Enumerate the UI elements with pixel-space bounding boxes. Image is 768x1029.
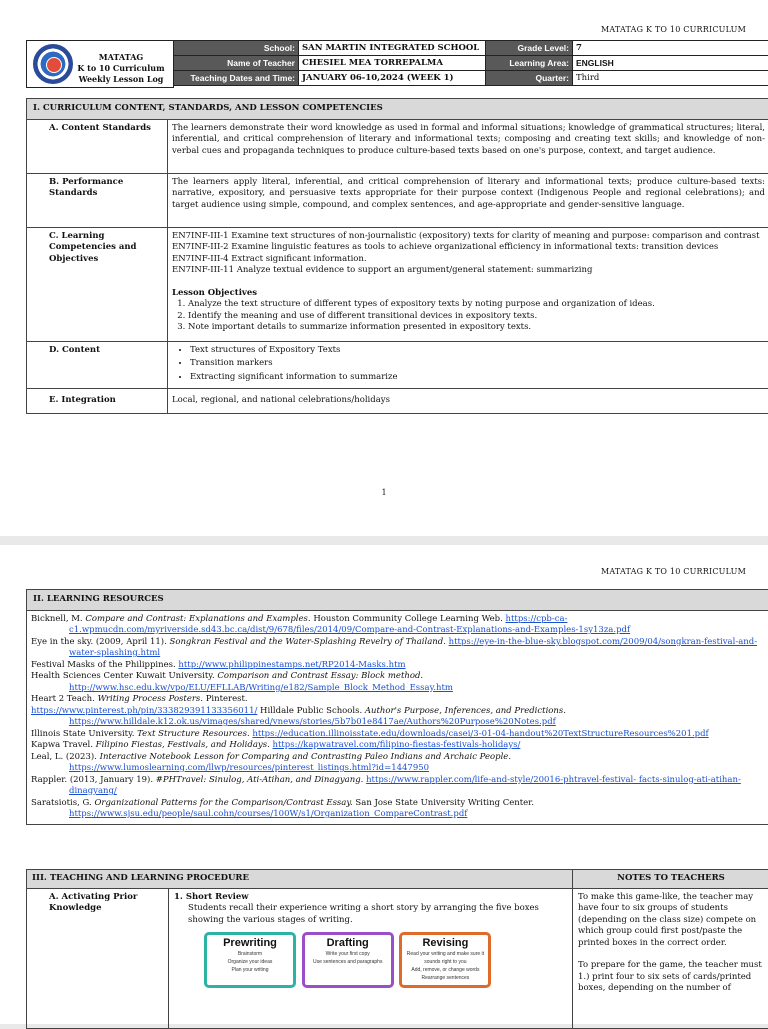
quarter-value: Third [573,71,768,86]
competency-line: EN7INF-III-2 Examine linguistic features as tools to achieve organizational efficiency in informational texts: transition devices [172,242,765,254]
card-line: Add, remove, or change words [402,966,488,974]
reference-item: Health Sciences Center Kuwait University. Comparison and Contrast Essay: Block method. http://www.hsc.edu.kw/vpo/ELU/EFLLAB/Writing/e182/Sample_Block_Method_Essay.htm [31,671,765,694]
content-item: • Text structures of Expository Texts [190,345,765,357]
reference-link[interactable]: https://www.pinterest.ph/pin/333829391133356011/ [31,706,257,716]
content-item: • Extracting significant information to summarize [190,372,765,384]
card-title: Drafting [305,938,391,950]
competency-line: EN7INF-III-1 Examine text structures of non-journalistic (expository) texts for clarity of meaning and purpose: comparison and contrast [172,231,765,243]
grade-value: 7 [573,41,768,56]
competency-line: EN7INF-III-4 Extract significant information. [172,254,765,266]
reference-link[interactable]: https://cpb-ca-c1.wpmucdn.com/myriverside.sd43.bc.ca/dist/9/678/files/2014/09/Compare-and-Contrast-Explanations-and-Examples-1sy13za.pdf [69,614,630,636]
card-line: Read your writing and make sure it sounds right to you [402,950,488,966]
performance-standards-text: The learners apply literal, inferential, and critical comprehension of literary and informational texts; produce culture-based texts: narrative, expository, and persuasive texts appropriate for their purpose context (Indigenous People and regional celebrations); and target audience using simple, compound, and complex sentences, and age-appropriate and gender-sensitive language. [168,173,768,227]
competency-line: EN7INF-III-11 Analyze textual evidence to support an argument/general statement: summarizing [172,265,765,277]
short-review-text: Students recall their experience writing a short story by arranging the five boxes showing the various stages of writing. [174,903,567,926]
drafting-card[interactable] [302,932,394,988]
reference-item: Festival Masks of the Philippines. http://www.philippinestamps.net/RP2014-Masks.htm [31,660,765,672]
card-line: Rearrange sentences [402,974,488,982]
card-title: Revising [402,938,488,950]
reference-link[interactable]: http://www.philippinestamps.net/RP2014-Masks.htm [178,660,405,670]
competencies-cell [168,227,768,341]
integration-label: E. Integration [27,389,168,414]
notes-text: To make this game-like, the teacher may have four to six groups of students (depending on the class size) compete on which group could first post/paste the printed boxes in the correct order. [578,892,764,950]
curriculum-header: MATATAG K TO 10 CURRICULUM [601,25,746,34]
reference-item: https://www.pinterest.ph/pin/333829391133356011/ Hilldale Public Schools. Author's Purpose, Inferences, and Predictions. https://www.hilldale.k12.ok.us/vimages/shared/vnews/stories/5b7b01e8417ae/Authors%20Purpose%20Notes.pdf [31,706,765,729]
integration-text: Local, regional, and national celebrations/holidays [168,389,768,414]
school-value: SAN MARTIN INTEGRATED SCHOOL [299,41,486,56]
content-label: D. Content [27,341,168,389]
reference-item: Eye in the sky. (2009, April 11). Songkran Festival and the Water-Splashing Revelry of Thailand. https://eye-in-the-blue-sky.blogspot.com/2009/04/songkran-festival-and-water-splashing.html [31,637,765,660]
page-2 [0,545,768,1024]
info-table [173,40,768,86]
activating-label: A. Activating Prior Knowledge [27,888,169,1028]
short-review-title: 1. Short Review [174,892,567,904]
reference-item: Bicknell, M. Compare and Contrast: Explanations and Examples. Houston Community College Learning Web. https://cpb-ca-c1.wpmucdn.com/myriverside.sd43.bc.ca/dist/9/678/files/2014/09/Compare-and-Contrast-Explanations-and-Examples-1sy13za.pdf [31,614,765,637]
reference-link[interactable]: https://www.sjsu.edu/people/saul.cohn/courses/100W/s1/Organization_CompareContrast.pdf [69,809,467,819]
curriculum-header-2: MATATAG K TO 10 CURRICULUM [601,567,746,576]
teacher-value: CHESIEL MEA TORREPALMA [299,56,486,71]
section-1-table [26,98,768,414]
notes-cell [573,888,768,1028]
revising-card[interactable] [399,932,491,988]
page-number: 1 [0,488,768,497]
dates-label: Teaching Dates and Time: [174,71,299,86]
content-standards-text: The learners demonstrate their word knowledge as used in formal and informal situations; knowledge of grammatical structures; literal, inferential, and critical comprehension of literary and informational texts; composing and creating text skills; and knowledge of non-verbal cues and propaganda techniques to produce culture-based texts based on one's purpose, context, and target audience. [168,119,768,173]
card-line: Use sentences and paragraphs [305,958,391,966]
reference-item: Heart 2 Teach. Writing Process Posters. Pinterest. [31,694,765,706]
section-3-title: III. TEACHING AND LEARNING PROCEDURE [27,870,573,889]
content-cell [168,341,768,389]
reference-item: Kapwa Travel. Filipino Fiestas, Festivals, and Holidays. https://kapwatravel.com/filipino-fiestas-festivals-holidays/ [31,740,765,752]
reference-item: Illinois State University. Text Structure Resources. https://education.illinoisstate.edu/downloads/casei/3-01-04-handout%20TextStructureResources%201.pdf [31,729,765,741]
objective-item: 2. Identify the meaning and use of different transitional devices in expository texts. [188,311,765,323]
logo-line-2: K to 10 Curriculum [67,63,175,74]
card-line: Write your first copy [305,950,391,958]
logo-block [26,40,174,88]
reference-link[interactable]: https://www.rappler.com/life-and-style/20016-phtravel-festival- facts-sinulog-ati-atihan-dinagyang/ [69,775,741,797]
reference-link[interactable]: http://www.hsc.edu.kw/vpo/ELU/EFLLAB/Writing/e182/Sample_Block_Method_Essay.htm [69,683,453,693]
dates-value: JANUARY 06-10,2024 (WEEK 1) [299,71,486,86]
teacher-label: Name of Teacher [174,56,299,71]
section-3-table [26,869,768,1029]
competencies-label: C. Learning Competencies and Objectives [27,227,168,341]
card-line: Plan your writing [207,966,293,974]
card-title: Prewriting [207,938,293,950]
area-value: ENGLISH [573,56,768,71]
logo-line-1: MATATAG [67,52,175,63]
reference-link[interactable]: https://kapwatravel.com/filipino-fiestas-festivals-holidays/ [272,740,520,750]
grade-label: Grade Level: [486,41,573,56]
content-item: • Transition markers [190,358,765,370]
reference-item: Rappler. (2013, January 19). #PHTravel: Sinulog, Ati-Atihan, and Dinagyang. https://www.rappler.com/life-and-style/20016-phtravel-festival- facts-sinulog-ati-atihan-dinagyang/ [31,775,765,798]
objective-item: 1. Analyze the text structure of different types of expository texts by noting purpose and organization of ideas. [188,299,765,311]
quarter-label: Quarter: [486,71,573,86]
notes-text-2: To prepare for the game, the teacher must 1.) print four to six sets of cards/printed boxes, depending on the number of [578,960,764,995]
reference-item: Leal, L. (2023). Interactive Notebook Lesson for Comparing and Contrasting Paleo Indians and Archaic People. https://www.lumoslearning.com/llwp/resources/pinterest_listings.html?id=1447950 [31,752,765,775]
objective-item: 3. Note important details to summarize information presented in expository texts. [188,322,765,334]
content-standards-label: A. Content Standards [27,119,168,173]
resources-cell [27,610,768,824]
card-line: Brainstorm [207,950,293,958]
card-line: Organize your ideas [207,958,293,966]
lesson-objectives-title: Lesson Objectives [172,288,765,300]
content-list [172,345,765,384]
activating-cell [169,888,573,1028]
reference-link[interactable]: https://eye-in-the-blue-sky.blogspot.com/2009/04/songkran-festival-and-water-splashing.html [69,637,757,659]
area-label: Learning Area: [486,56,573,71]
logo-text [67,52,175,85]
writing-stage-cards [174,932,567,988]
logo-line-3: Weekly Lesson Log [67,74,175,85]
performance-standards-label: B. Performance Standards [27,173,168,227]
objectives-list [172,299,765,334]
notes-title: NOTES TO TEACHERS [573,870,768,889]
section-2-title: II. LEARNING RESOURCES [27,590,768,611]
prewriting-card[interactable] [204,932,296,988]
reference-item: Saratsiotis, G. Organizational Patterns for the Comparison/Contrast Essay. San Jose State University Writing Center. https://www.sjsu.edu/people/saul.cohn/courses/100W/s1/Organization_CompareContrast.pdf [31,798,765,821]
reference-link[interactable]: https://www.lumoslearning.com/llwp/resources/pinterest_listings.html?id=1447950 [69,763,429,773]
reference-link[interactable]: https://www.hilldale.k12.ok.us/vimages/shared/vnews/stories/5b7b01e8417ae/Authors%20Purpose%20Notes.pdf [69,717,556,727]
section-1-title: I. CURRICULUM CONTENT, STANDARDS, AND LESSON COMPETENCIES [27,99,768,120]
school-label: School: [174,41,299,56]
section-2-table [26,589,768,825]
reference-link[interactable]: https://education.illinoisstate.edu/downloads/casei/3-01-04-handout%20TextStructureResources%201.pdf [252,729,708,739]
